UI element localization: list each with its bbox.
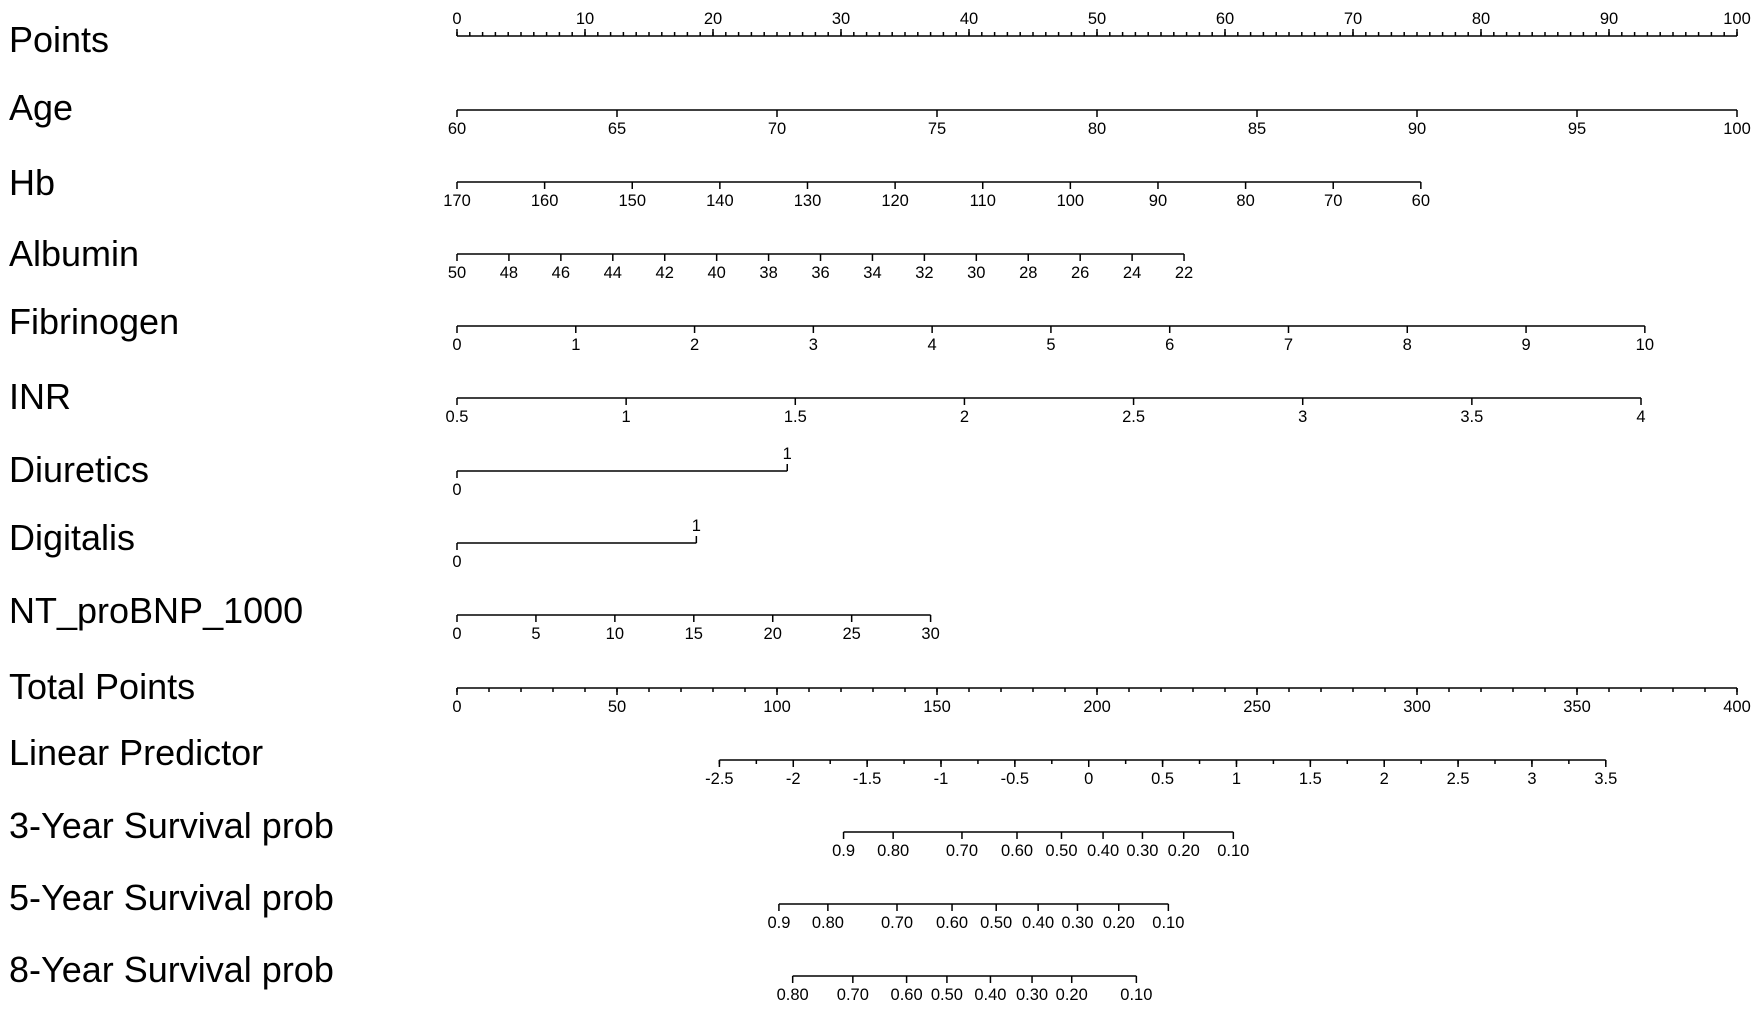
fibrinogen-tick-label: 5 xyxy=(1046,336,1056,354)
fibrinogen-tick-label: 9 xyxy=(1521,336,1531,354)
diuretics-tick-label: 1 xyxy=(782,445,792,463)
hb-tick-label: 60 xyxy=(1411,192,1431,210)
8-year-survival-prob-tick-label: 0.30 xyxy=(1015,986,1049,1004)
3-year-survival-prob-label: 3-Year Survival prob xyxy=(9,805,334,846)
hb-label: Hb xyxy=(9,162,56,203)
albumin-tick-label: 30 xyxy=(967,264,986,282)
inr-tick-label: 3 xyxy=(1298,408,1308,426)
total-points-tick-label: 50 xyxy=(607,698,627,716)
hb-tick-label: 160 xyxy=(530,192,559,210)
5-year-survival-prob-label: 5-Year Survival prob xyxy=(9,877,334,918)
fibrinogen-tick-label: 0 xyxy=(452,336,462,354)
nt-probnp-1000-label: NT_proBNP_1000 xyxy=(9,590,304,631)
albumin-tick-label: 38 xyxy=(759,264,778,282)
linear-predictor-tick-label: 3 xyxy=(1527,770,1537,788)
linear-predictor-tick-label: -1 xyxy=(933,770,949,788)
3-year-survival-prob-tick-label: 0.70 xyxy=(945,842,979,860)
nt-probnp-1000-tick-label: 20 xyxy=(763,625,782,643)
age-tick-label: 90 xyxy=(1407,120,1427,138)
total-points-tick-label: 100 xyxy=(763,698,791,716)
hb-tick-label: 80 xyxy=(1236,192,1255,210)
albumin-tick-label: 26 xyxy=(1070,264,1090,282)
nt-probnp-1000-tick-label: 15 xyxy=(684,625,703,643)
fibrinogen-tick-label: 6 xyxy=(1165,336,1175,354)
inr-tick-label: 0.5 xyxy=(445,408,469,426)
points-tick-label: 20 xyxy=(703,10,723,28)
albumin-tick-label: 48 xyxy=(499,264,519,282)
points-tick-label: 100 xyxy=(1723,10,1751,28)
linear-predictor-tick-label: 0.5 xyxy=(1151,770,1175,788)
fibrinogen-tick-label: 1 xyxy=(571,336,581,354)
nt-probnp-1000-tick-label: 10 xyxy=(605,625,625,643)
diuretics-label: Diuretics xyxy=(9,449,150,490)
fibrinogen-tick-label: 4 xyxy=(927,336,937,354)
age-label: Age xyxy=(9,87,74,128)
points-tick-label: 30 xyxy=(831,10,851,28)
nt-probnp-1000-tick-label: 25 xyxy=(842,625,861,643)
8-year-survival-prob-tick-label: 0.70 xyxy=(836,986,869,1004)
5-year-survival-prob-tick-label: 0.30 xyxy=(1061,914,1094,932)
points-label: Points xyxy=(9,19,110,60)
3-year-survival-prob-tick-label: 0.30 xyxy=(1126,842,1159,860)
total-points-tick-label: 250 xyxy=(1243,698,1271,716)
linear-predictor-tick-label: -2 xyxy=(785,770,801,788)
fibrinogen-tick-label: 7 xyxy=(1283,336,1294,354)
albumin-tick-label: 46 xyxy=(551,264,571,282)
hb-tick-label: 70 xyxy=(1324,192,1343,210)
age-tick-label: 60 xyxy=(447,120,467,138)
albumin-tick-label: 44 xyxy=(603,264,622,282)
points-tick-label: 50 xyxy=(1087,10,1107,28)
inr-tick-label: 1.5 xyxy=(783,408,807,426)
3-year-survival-prob-tick-label: 0.80 xyxy=(877,842,910,860)
albumin-tick-label: 34 xyxy=(863,264,882,282)
linear-predictor-tick-label: -2.5 xyxy=(705,770,734,788)
inr-tick-label: 2 xyxy=(959,408,970,426)
total-points-tick-label: 350 xyxy=(1563,698,1591,716)
linear-predictor-tick-label: -1.5 xyxy=(852,770,882,788)
linear-predictor-tick-label: 3.5 xyxy=(1594,770,1618,788)
points-tick-label: 10 xyxy=(575,10,595,28)
5-year-survival-prob-tick-label: 0.40 xyxy=(1022,914,1055,932)
hb-tick-label: 130 xyxy=(793,192,822,210)
5-year-survival-prob-tick-label: 0.10 xyxy=(1152,914,1185,932)
albumin-tick-label: 22 xyxy=(1174,264,1194,282)
5-year-survival-prob-tick-label: 0.9 xyxy=(767,914,791,932)
points-tick-label: 0 xyxy=(452,10,462,28)
linear-predictor-tick-label: 1 xyxy=(1231,770,1242,788)
nt-probnp-1000-tick-label: 5 xyxy=(531,625,541,643)
3-year-survival-prob-tick-label: 0.60 xyxy=(1000,842,1034,860)
points-tick-label: 60 xyxy=(1215,10,1235,28)
3-year-survival-prob-tick-label: 0.20 xyxy=(1167,842,1200,860)
points-tick-label: 70 xyxy=(1343,10,1363,28)
albumin-tick-label: 36 xyxy=(811,264,830,282)
points-tick-label: 90 xyxy=(1599,10,1619,28)
total-points-label: Total Points xyxy=(9,666,196,707)
digitalis-tick-label: 0 xyxy=(452,553,462,571)
hb-tick-label: 110 xyxy=(969,192,996,210)
points-tick-label: 80 xyxy=(1471,10,1491,28)
8-year-survival-prob-label: 8-Year Survival prob xyxy=(9,949,334,990)
hb-tick-label: 100 xyxy=(1056,192,1085,210)
hb-tick-label: 140 xyxy=(706,192,734,210)
8-year-survival-prob-tick-label: 0.50 xyxy=(930,986,963,1004)
age-tick-label: 85 xyxy=(1247,120,1267,138)
albumin-label: Albumin xyxy=(9,233,140,274)
8-year-survival-prob-tick-label: 0.20 xyxy=(1055,986,1088,1004)
fibrinogen-tick-label: 3 xyxy=(808,336,818,354)
age-tick-label: 95 xyxy=(1567,120,1587,138)
5-year-survival-prob-tick-label: 0.70 xyxy=(880,914,914,932)
5-year-survival-prob-tick-label: 0.60 xyxy=(935,914,969,932)
8-year-survival-prob-tick-label: 0.60 xyxy=(890,986,923,1004)
inr-tick-label: 2.5 xyxy=(1122,408,1146,426)
fibrinogen-tick-label: 8 xyxy=(1402,336,1412,354)
linear-predictor-tick-label: 1.5 xyxy=(1298,770,1322,788)
inr-tick-label: 1 xyxy=(621,408,631,426)
hb-tick-label: 90 xyxy=(1148,192,1168,210)
inr-tick-label: 3.5 xyxy=(1460,408,1484,426)
3-year-survival-prob-tick-label: 0.50 xyxy=(1045,842,1078,860)
total-points-tick-label: 400 xyxy=(1723,698,1751,716)
age-tick-label: 80 xyxy=(1087,120,1107,138)
inr-tick-label: 4 xyxy=(1636,408,1646,426)
hb-tick-label: 120 xyxy=(881,192,909,210)
digitalis-tick-label: 1 xyxy=(691,517,701,535)
albumin-tick-label: 42 xyxy=(655,264,674,282)
8-year-survival-prob-tick-label: 0.10 xyxy=(1120,986,1153,1004)
3-year-survival-prob-tick-label: 0.9 xyxy=(832,842,856,860)
total-points-tick-label: 150 xyxy=(923,698,951,716)
linear-predictor-tick-label: -0.5 xyxy=(1000,770,1030,788)
5-year-survival-prob-tick-label: 0.50 xyxy=(980,914,1013,932)
8-year-survival-prob-tick-label: 0.80 xyxy=(776,986,809,1004)
total-points-tick-label: 300 xyxy=(1403,698,1431,716)
hb-tick-label: 170 xyxy=(443,192,471,210)
inr-label: INR xyxy=(9,376,71,417)
fibrinogen-tick-label: 2 xyxy=(689,336,700,354)
albumin-tick-label: 40 xyxy=(707,264,726,282)
hb-tick-label: 150 xyxy=(618,192,647,210)
albumin-tick-label: 50 xyxy=(447,264,467,282)
age-tick-label: 75 xyxy=(927,120,947,138)
albumin-tick-label: 28 xyxy=(1019,264,1038,282)
nt-probnp-1000-tick-label: 0 xyxy=(452,625,462,643)
linear-predictor-label: Linear Predictor xyxy=(9,732,264,773)
nt-probnp-1000-tick-label: 30 xyxy=(921,625,940,643)
total-points-tick-label: 0 xyxy=(452,698,462,716)
8-year-survival-prob-tick-label: 0.40 xyxy=(974,986,1007,1004)
linear-predictor-tick-label: 2 xyxy=(1379,770,1389,788)
albumin-tick-label: 24 xyxy=(1122,264,1142,282)
age-tick-label: 70 xyxy=(767,120,787,138)
linear-predictor-tick-label: 0 xyxy=(1084,770,1094,788)
total-points-tick-label: 200 xyxy=(1083,698,1111,716)
age-tick-label: 100 xyxy=(1723,120,1751,138)
points-tick-label: 40 xyxy=(959,10,979,28)
linear-predictor-tick-label: 2.5 xyxy=(1446,770,1470,788)
diuretics-tick-label: 0 xyxy=(452,481,462,499)
3-year-survival-prob-tick-label: 0.40 xyxy=(1087,842,1120,860)
albumin-tick-label: 32 xyxy=(915,264,934,282)
fibrinogen-tick-label: 10 xyxy=(1635,336,1655,354)
fibrinogen-label: Fibrinogen xyxy=(9,301,180,342)
5-year-survival-prob-tick-label: 0.20 xyxy=(1102,914,1135,932)
digitalis-label: Digitalis xyxy=(9,517,136,558)
3-year-survival-prob-tick-label: 0.10 xyxy=(1217,842,1250,860)
age-tick-label: 65 xyxy=(607,120,627,138)
5-year-survival-prob-tick-label: 0.80 xyxy=(811,914,844,932)
